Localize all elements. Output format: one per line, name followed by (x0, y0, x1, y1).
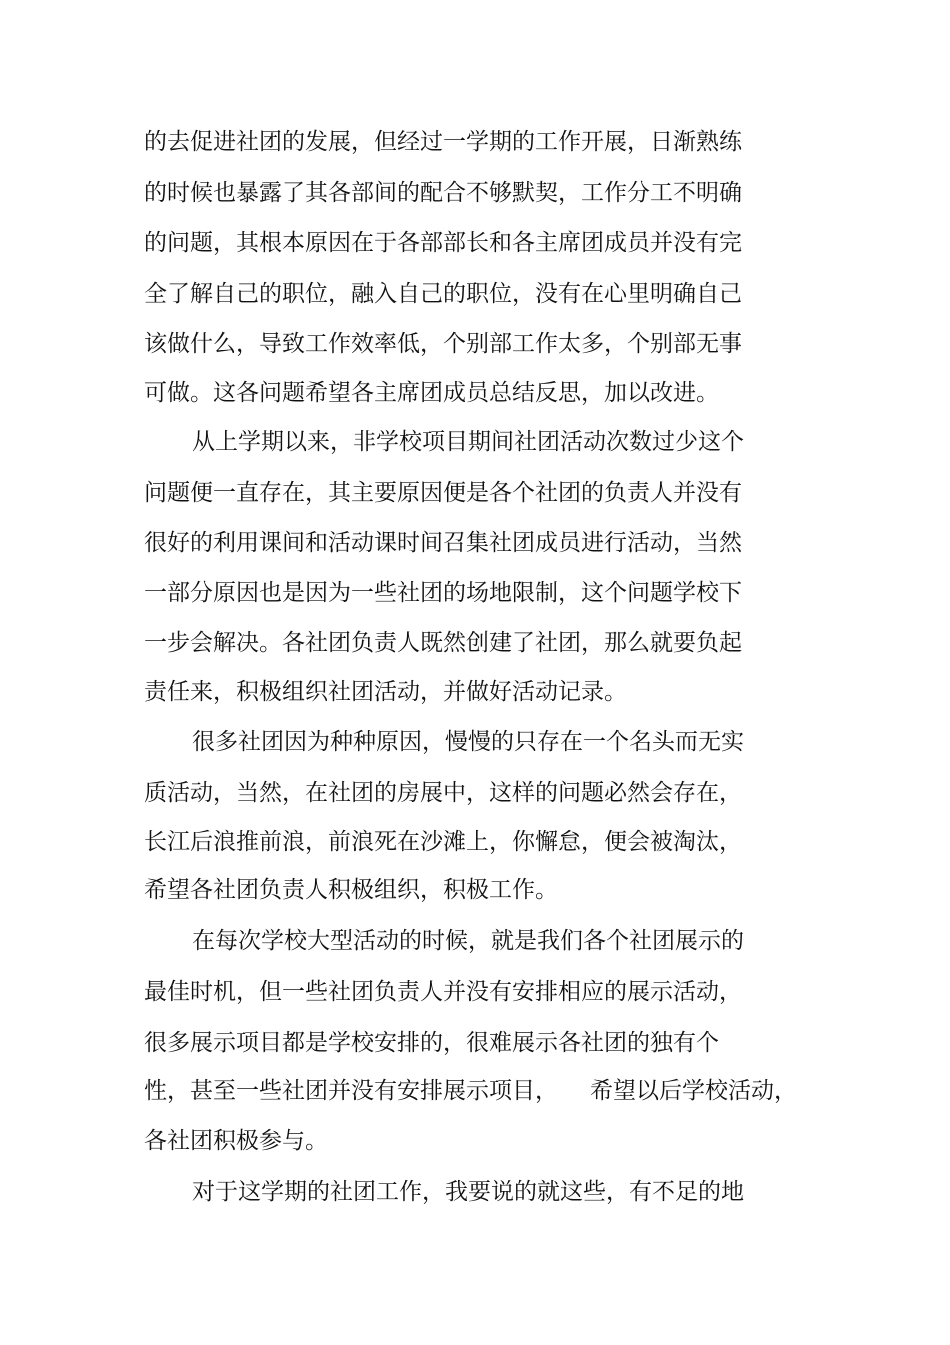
paragraph-line: 全了解自己的职位，融入自己的职位，没有在心里明确自己 (144, 281, 742, 307)
paragraph-line: 的问题，其根本原因在于各部部长和各主席团成员并没有完 (144, 230, 742, 256)
paragraph-line: 很好的利用课间和活动课时间召集社团成员进行活动，当然 (144, 530, 742, 556)
paragraph-line: 各社团积极参与。 (144, 1128, 328, 1154)
paragraph-line: 一部分原因也是因为一些社团的场地限制，这个问题学校下 (144, 580, 742, 606)
paragraph-line: 该做什么，导致工作效率低，个别部工作太多，个别部无事 (144, 331, 742, 357)
paragraph-line: 希望各社团负责人积极组织，积极工作。 (144, 877, 558, 903)
paragraph-line: 在每次学校大型活动的时候，就是我们各个社团展示的 (192, 928, 744, 954)
paragraph-line: 性，甚至一些社团并没有安排展示项目， (144, 1078, 558, 1104)
paragraph-line: 可做。这各问题希望各主席团成员总结反思，加以改进。 (144, 380, 719, 406)
paragraph-line: 很多展示项目都是学校安排的，很难展示各社团的独有个 (144, 1030, 719, 1056)
paragraph-line: 从上学期以来，非学校项目期间社团活动次数过少这个 (192, 429, 744, 455)
paragraph-line: 很多社团因为种种原因，慢慢的只存在一个名头而无实 (192, 729, 744, 755)
paragraph-line: 长江后浪推前浪，前浪死在沙滩上，你懈怠，便会被淘汰， (144, 829, 742, 855)
paragraph-line: 一步会解决。各社团负责人既然创建了社团，那么就要负起 (144, 630, 742, 656)
paragraph-line: 对于这学期的社团工作，我要说的就这些，有不足的地 (192, 1179, 744, 1205)
paragraph-line: 的时候也暴露了其各部间的配合不够默契，工作分工不明确 (144, 180, 742, 206)
paragraph-line: 的去促进社团的发展，但经过一学期的工作开展，日渐熟练 (144, 129, 742, 155)
paragraph-line: 质活动，当然，在社团的房展中，这样的问题必然会存在， (144, 780, 742, 806)
paragraph-line: 问题便一直存在，其主要原因便是各个社团的负责人并没有 (144, 480, 742, 506)
paragraph-line: 最佳时机，但一些社团负责人并没有安排相应的展示活动， (144, 979, 742, 1005)
paragraph-line: 责任来，积极组织社团活动，并做好活动记录。 (144, 679, 627, 705)
paragraph-line: 希望以后学校活动， (590, 1078, 797, 1104)
